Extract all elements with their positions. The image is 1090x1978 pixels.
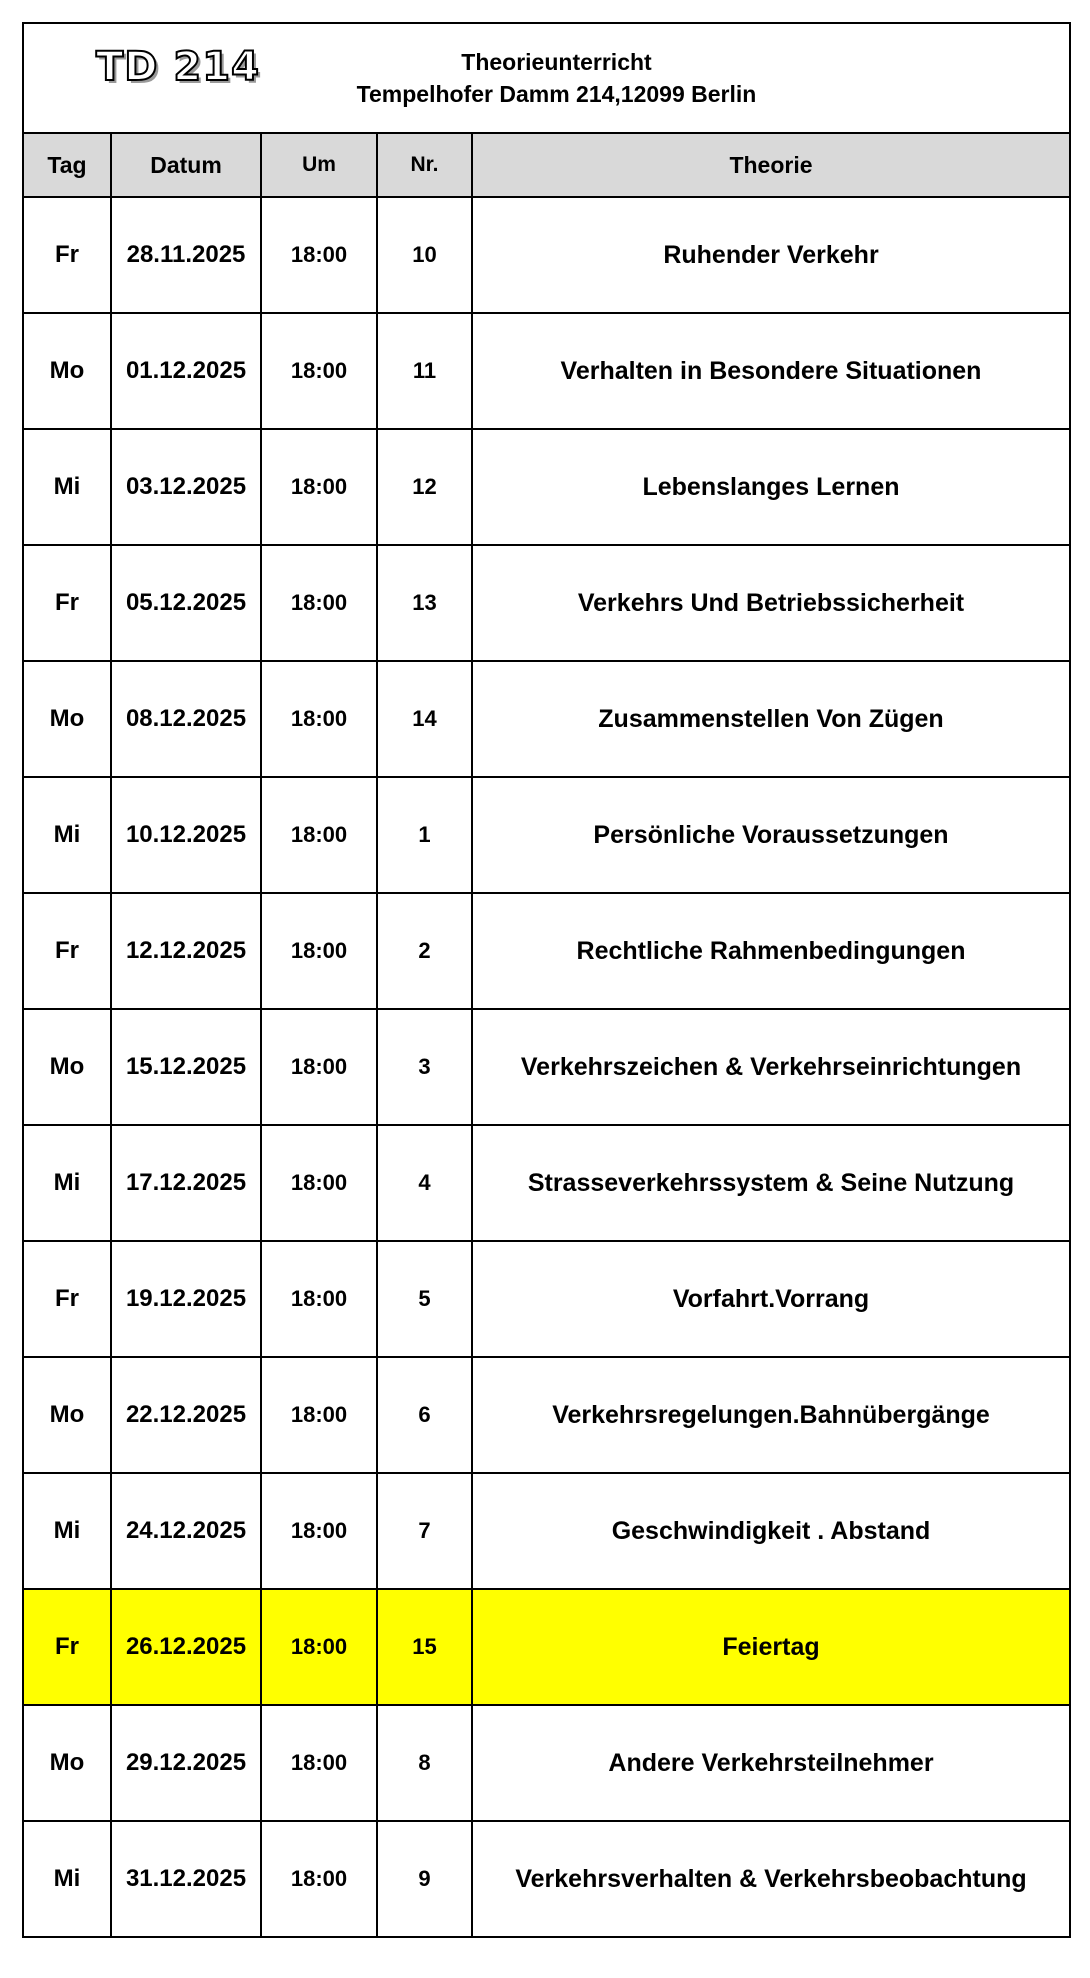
brand-logo: TD 214 xyxy=(96,44,260,90)
table-row xyxy=(24,1473,1069,1589)
table-body xyxy=(24,197,1069,1936)
table-row xyxy=(24,1125,1069,1241)
cell-tag: Mo xyxy=(24,313,111,429)
column-header-um: Um xyxy=(261,134,377,197)
cell-datum: 19.12.2025 xyxy=(111,1241,261,1357)
cell-time: 18:00 xyxy=(261,1009,377,1125)
cell-theorie: Verkehrsregelungen.Bahnübergänge xyxy=(472,1357,1069,1473)
cell-nr: 9 xyxy=(377,1821,472,1936)
cell-tag: Mo xyxy=(24,1705,111,1821)
cell-tag: Mi xyxy=(24,1125,111,1241)
cell-tag: Mo xyxy=(24,661,111,777)
cell-time: 18:00 xyxy=(261,1357,377,1473)
cell-nr: 13 xyxy=(377,545,472,661)
table-row xyxy=(24,429,1069,545)
cell-time: 18:00 xyxy=(261,777,377,893)
cell-nr: 8 xyxy=(377,1705,472,1821)
schedule-table xyxy=(24,134,1069,1936)
cell-datum: 22.12.2025 xyxy=(111,1357,261,1473)
cell-nr: 2 xyxy=(377,893,472,1009)
column-header-theorie: Theorie xyxy=(472,134,1069,197)
cell-time: 18:00 xyxy=(261,313,377,429)
cell-nr: 1 xyxy=(377,777,472,893)
cell-time: 18:00 xyxy=(261,1821,377,1936)
table-row xyxy=(24,1241,1069,1357)
cell-theorie: Lebenslanges Lernen xyxy=(472,429,1069,545)
cell-tag: Mi xyxy=(24,777,111,893)
cell-nr: 10 xyxy=(377,197,472,313)
cell-nr: 12 xyxy=(377,429,472,545)
cell-time: 18:00 xyxy=(261,197,377,313)
table-row xyxy=(24,1009,1069,1125)
cell-datum: 12.12.2025 xyxy=(111,893,261,1009)
cell-datum: 29.12.2025 xyxy=(111,1705,261,1821)
cell-datum: 15.12.2025 xyxy=(111,1009,261,1125)
cell-nr: 6 xyxy=(377,1357,472,1473)
schedule-header xyxy=(24,24,1069,134)
cell-nr: 3 xyxy=(377,1009,472,1125)
table-row xyxy=(24,893,1069,1009)
cell-theorie: Persönliche Voraussetzungen xyxy=(472,777,1069,893)
cell-datum: 08.12.2025 xyxy=(111,661,261,777)
cell-nr: 4 xyxy=(377,1125,472,1241)
cell-time: 18:00 xyxy=(261,429,377,545)
column-header-tag: Tag xyxy=(24,134,111,197)
cell-tag: Mi xyxy=(24,1821,111,1936)
cell-time: 18:00 xyxy=(261,1241,377,1357)
cell-datum: 24.12.2025 xyxy=(111,1473,261,1589)
cell-datum: 31.12.2025 xyxy=(111,1821,261,1936)
column-header-nr: Nr. xyxy=(377,134,472,197)
table-row xyxy=(24,777,1069,893)
page-title: Theorieunterricht xyxy=(461,49,652,75)
cell-nr: 7 xyxy=(377,1473,472,1589)
table-row-highlighted xyxy=(24,1589,1069,1705)
cell-nr: 15 xyxy=(377,1589,472,1705)
cell-datum: 01.12.2025 xyxy=(111,313,261,429)
cell-theorie: Strasseverkehrssystem & Seine Nutzung xyxy=(472,1125,1069,1241)
cell-nr: 14 xyxy=(377,661,472,777)
cell-theorie: Verkehrsverhalten & Verkehrsbeobachtung xyxy=(515,1864,1027,1893)
table-row xyxy=(24,197,1069,313)
cell-time: 18:00 xyxy=(261,545,377,661)
cell-datum: 28.11.2025 xyxy=(111,197,261,313)
cell-theorie: Verkehrszeichen & Verkehrseinrichtungen xyxy=(472,1009,1069,1125)
table-row xyxy=(24,545,1069,661)
cell-time: 18:00 xyxy=(261,1473,377,1589)
cell-tag: Mo xyxy=(24,1357,111,1473)
address: Tempelhofer Damm 214,12099 Berlin xyxy=(356,81,757,107)
cell-datum: 26.12.2025 xyxy=(111,1589,261,1705)
title-block xyxy=(304,46,809,110)
cell-tag: Fr xyxy=(24,545,111,661)
cell-datum: 03.12.2025 xyxy=(111,429,261,545)
cell-theorie: Geschwindigkeit . Abstand xyxy=(472,1473,1069,1589)
cell-datum: 05.12.2025 xyxy=(111,545,261,661)
cell-tag: Mo xyxy=(24,1009,111,1125)
cell-nr: 5 xyxy=(377,1241,472,1357)
cell-tag: Fr xyxy=(24,197,111,313)
cell-time: 18:00 xyxy=(261,661,377,777)
cell-theorie: Zusammenstellen Von Zügen xyxy=(472,661,1069,777)
cell-theorie: Andere Verkehrsteilnehmer xyxy=(472,1705,1069,1821)
cell-theorie: Vorfahrt.Vorrang xyxy=(472,1241,1069,1357)
cell-tag: Mi xyxy=(24,429,111,545)
cell-tag: Fr xyxy=(24,1589,111,1705)
cell-datum: 10.12.2025 xyxy=(111,777,261,893)
cell-nr: 11 xyxy=(377,313,472,429)
cell-time: 18:00 xyxy=(261,1705,377,1821)
table-header-row xyxy=(24,134,1069,197)
cell-tag: Fr xyxy=(24,893,111,1009)
table-row xyxy=(24,661,1069,777)
cell-time: 18:00 xyxy=(261,1125,377,1241)
table-row xyxy=(24,1821,1069,1936)
cell-tag: Fr xyxy=(24,1241,111,1357)
cell-time: 18:00 xyxy=(261,1589,377,1705)
table-row xyxy=(24,1357,1069,1473)
cell-datum: 17.12.2025 xyxy=(111,1125,261,1241)
cell-theorie: Verhalten in Besondere Situationen xyxy=(472,313,1069,429)
schedule-sheet xyxy=(22,22,1071,1938)
cell-theorie: Verkehrs Und Betriebssicherheit xyxy=(472,545,1069,661)
table-row xyxy=(24,313,1069,429)
column-header-datum: Datum xyxy=(111,134,261,197)
cell-theorie: Feiertag xyxy=(472,1589,1069,1705)
table-row xyxy=(24,1705,1069,1821)
cell-theorie: Ruhender Verkehr xyxy=(472,197,1069,313)
cell-tag: Mi xyxy=(24,1473,111,1589)
cell-time: 18:00 xyxy=(261,893,377,1009)
cell-theorie: Rechtliche Rahmenbedingungen xyxy=(472,893,1069,1009)
